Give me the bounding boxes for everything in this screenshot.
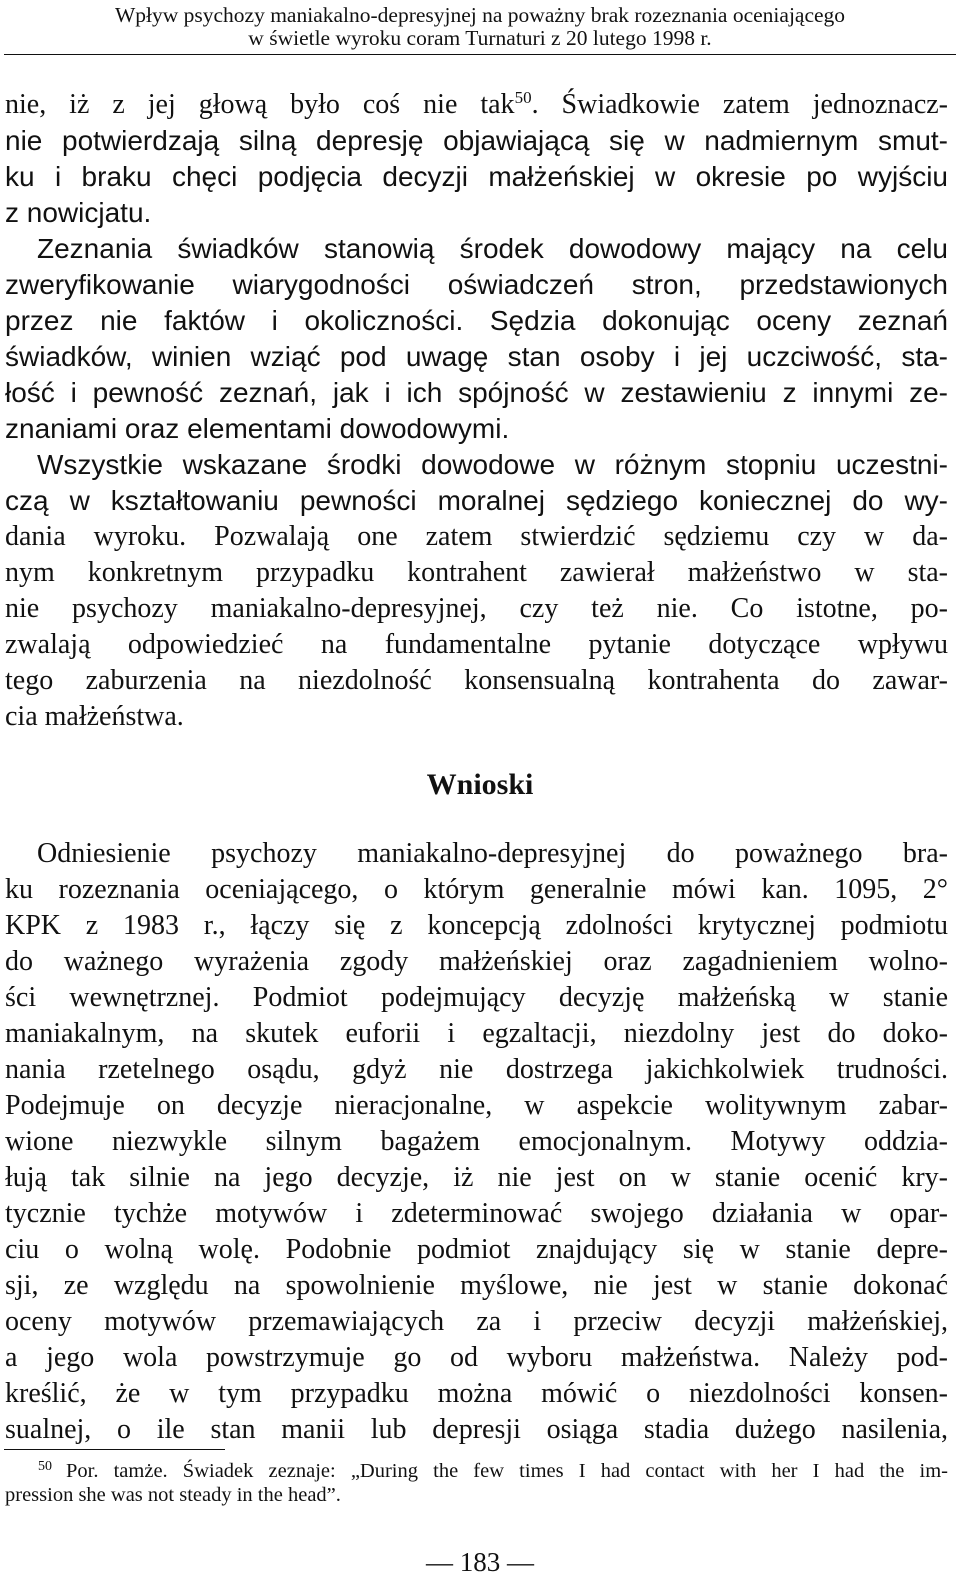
text-line: z nowicjatu. (5, 197, 152, 228)
text-line: ku i braku chęci podjęcia decyzji małżeńskiej w okresie po wyjściu (5, 161, 948, 192)
running-header (10, 4, 950, 50)
text-line: tycznie tychże motywów i zdeterminować swojego działania w opar- (5, 1198, 948, 1229)
text-line: kreślić, że w tym przypadku można mówić o niezdolności konsen- (5, 1378, 948, 1409)
text-line: nie psychozy maniakalno-depresyjnej, czy też nie. Co istotne, po- (5, 593, 948, 624)
text-line: ku rozeznania oceniającego, o którym generalnie mówi kan. 1095, 2° (5, 874, 948, 905)
text-line: nie potwierdzają silną depresję objawiającą się w nadmiernym smut- (5, 125, 948, 156)
text-line: a jego wola powstrzymuje go od wyboru małżeństwa. Należy pod- (5, 1342, 948, 1373)
text-line: świadków, winien wziąć pod uwagę stan osoby i jej uczciwość, sta- (5, 341, 948, 372)
footnote-rule (4, 1449, 225, 1450)
text-line: wione niezwykle silnym bagażem emocjonalnym. Motywy oddzia- (5, 1126, 948, 1157)
text-line: dania wyroku. Pozwalają one zatem stwierdzić sędziemu czy w da- (5, 521, 948, 552)
text-line: łują tak silnie na jego decyzje, iż nie jest on w stanie ocenić kry- (5, 1162, 948, 1193)
text-line: ciu o wolną wolę. Podobnie podmiot znajdujący się w stanie depre- (5, 1234, 948, 1265)
text-line: tego zaburzenia na niezdolność konsensualną kontrahenta do zawar- (5, 665, 948, 696)
text-line: łość i pewność zeznań, jak i ich spójność w zestawieniu z innymi ze- (5, 377, 948, 408)
running-header-line-1: Wpływ psychozy maniakalno-depresyjnej na poważny brak rozeznania oceniającego (114, 3, 846, 27)
text-line: Wszystkie wskazane środki dowodowe w różnym stopniu uczestni- (37, 449, 948, 480)
text-line: czą w kształtowaniu pewności moralnej sędziego koniecznej do wy- (5, 485, 948, 516)
footnote-number: 50 (38, 1459, 52, 1474)
header-rule (4, 54, 956, 55)
page-number: — 183 — (426, 1547, 534, 1577)
text-line: przez nie faktów i okoliczności. Sędzia dokonując oceny zeznań (5, 305, 948, 336)
text-line: do ważnego wyrażenia zgody małżeńskiej oraz zagadnieniem wolno- (5, 946, 948, 977)
text-line: Zeznania świadków stanowią środek dowodowy mający na celu (37, 233, 948, 264)
text-line: zweryfikowanie wiarygodności oświadczeń stron, przedstawionych (5, 269, 948, 300)
text-line: nie, iż z jej głową było coś nie tak$^{50}$. Świadkowie zatem jednoznacz- (5, 88, 948, 120)
text-line: sji, ze względu na spowolnienie myślowe, nie jest w stanie dokonać (5, 1270, 948, 1301)
section-heading: Wnioski (426, 768, 534, 801)
text-line: znaniami oraz elementami dowodowymi. (5, 413, 510, 444)
text-line: KPK z 1983 r., łączy się z koncepcją zdolności krytycznej podmiotu (5, 910, 948, 941)
footnote-line: $^{50}$ Por. tamże. Świadek zeznaje: „During the few times I had contact with her I had the im- (38, 1459, 948, 1482)
text-line: ści wewnętrznej. Podmiot podejmujący decyzję małżeńską w stanie (5, 982, 948, 1013)
text-line: nym konkretnym przypadku kontrahent zawierał małżeństwo w sta- (5, 557, 948, 588)
running-header-line-2: w świetle wyroku coram Turnaturi z 20 lutego 1998 r. (248, 26, 712, 50)
text-line: Odniesienie psychozy maniakalno-depresyjnej do poważnego bra- (37, 838, 948, 869)
text-line: cia małżeństwa. (5, 701, 184, 732)
text-line: maniakalnym, na skutek euforii i egzaltacji, niezdolny jest do doko- (5, 1018, 948, 1049)
footnote-reference[interactable]: 50 (514, 88, 532, 107)
text-line: nania rzetelnego osądu, gdyż nie dostrzega jakichkolwiek trudności. (5, 1054, 948, 1085)
footnote-line: pression she was not steady in the head”. (5, 1484, 341, 1506)
text-line: Podejmuje on decyzje nieracjonalne, w aspekcie wolitywnym zabar- (5, 1090, 948, 1121)
text-line: zwalają odpowiedzieć na fundamentalne pytanie dotyczące wpływu (5, 629, 948, 660)
text-line: oceny motywów przemawiających za i przeciw decyzji małżeńskiej, (5, 1306, 948, 1337)
text-line: sualnej, o ile stan manii lub depresji osiąga stadia dużego nasilenia, (5, 1414, 948, 1445)
